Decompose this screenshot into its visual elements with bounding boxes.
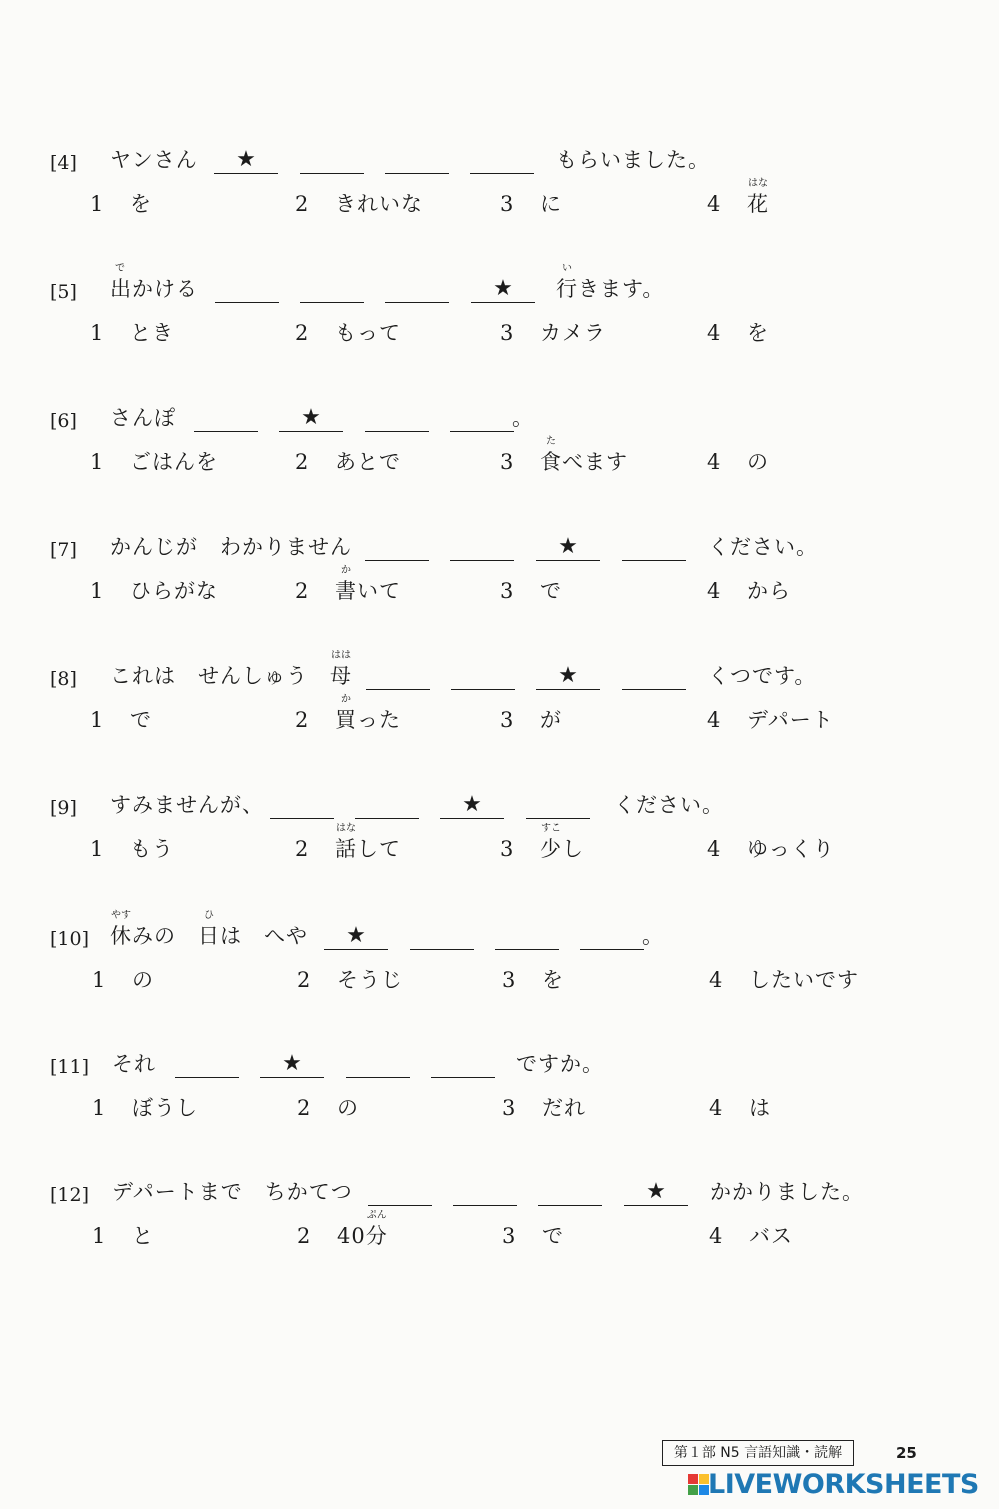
answer-blank-star[interactable]: ★ [536, 663, 600, 690]
answer-blank[interactable] [194, 405, 258, 432]
option-1[interactable]: 1 と [92, 1224, 154, 1248]
question-prefix: さんぽ [110, 406, 176, 430]
option-1[interactable]: 1 を [90, 192, 152, 216]
options-row [50, 694, 970, 734]
option-4[interactable]: 4 の [707, 450, 769, 474]
question-number: [5] [50, 281, 77, 303]
answer-blank[interactable] [453, 1179, 517, 1206]
option-4[interactable]: 4 ゆっくり [707, 837, 835, 861]
answer-blank[interactable] [495, 923, 559, 950]
options-row [50, 436, 970, 476]
answer-blank-star[interactable]: ★ [214, 147, 278, 174]
question-suffix: ください。 [708, 535, 818, 559]
option-3[interactable]: 3 に [500, 192, 562, 216]
answer-blank-star[interactable]: ★ [324, 923, 388, 950]
question-10 [50, 910, 970, 1008]
answer-blank[interactable] [300, 276, 364, 303]
answer-blank-star[interactable]: ★ [624, 1179, 688, 1206]
answer-blank[interactable] [450, 405, 514, 432]
options-row [50, 565, 970, 605]
kanji-with-furigana: すこ 少 [540, 823, 562, 861]
answer-blank[interactable] [175, 1051, 239, 1078]
option-1[interactable]: 1 で [90, 708, 152, 732]
question-line [50, 787, 970, 823]
kanji-with-furigana: か 買 [335, 694, 357, 732]
question-number: [7] [50, 539, 77, 561]
answer-blank[interactable] [215, 276, 279, 303]
option-2[interactable]: 2 あとで [295, 450, 401, 474]
option-1[interactable]: 1 もう [90, 837, 174, 861]
question-number: [6] [50, 410, 77, 432]
question-4 [50, 142, 970, 232]
option-2[interactable]: 2 か 買った [295, 694, 401, 732]
question-number: [8] [50, 668, 77, 690]
question-6 [50, 400, 970, 490]
kanji-with-furigana: はな 花 [747, 178, 769, 216]
option-4[interactable]: 4 は [709, 1096, 771, 1120]
question-number: [12] [50, 1184, 90, 1206]
option-4[interactable]: 4 デパート [707, 708, 834, 732]
answer-blank[interactable] [368, 1179, 432, 1206]
option-2[interactable]: 2 か 書いて [295, 565, 401, 603]
answer-blank[interactable] [622, 534, 686, 561]
option-2[interactable]: 2 きれいな [295, 192, 423, 216]
question-prefix: ヤンさん [110, 148, 198, 172]
option-4[interactable]: 4 はな 花 [707, 178, 769, 216]
option-3[interactable]: 3 カメラ [500, 321, 606, 345]
section-label: 第１部 N5 言語知識・読解 [662, 1440, 854, 1466]
question-line [50, 400, 970, 436]
question-prefix: すみませんが、 [110, 793, 264, 817]
option-3[interactable]: 3 た 食べます [500, 436, 628, 474]
question-suffix: かかりました。 [710, 1180, 864, 1204]
options-row [50, 962, 970, 994]
answer-blank[interactable] [300, 147, 364, 174]
option-4[interactable]: 4 を [707, 321, 769, 345]
question-suffix: もらいました。 [556, 148, 710, 172]
options-row [50, 1210, 970, 1250]
option-4[interactable]: 4 から [707, 579, 791, 603]
option-3[interactable]: 3 が [500, 708, 562, 732]
answer-blank[interactable] [450, 534, 514, 561]
answer-blank[interactable] [451, 663, 515, 690]
options-row [50, 823, 970, 863]
answer-blank-star[interactable]: ★ [260, 1051, 324, 1078]
kanji-with-furigana: た 食 [540, 436, 562, 474]
question-number: [11] [50, 1056, 90, 1078]
answer-blank[interactable] [580, 923, 644, 950]
question-number: [9] [50, 797, 77, 819]
liveworksheets-watermark [688, 1470, 990, 1500]
page-number: 25 [896, 1444, 917, 1462]
option-1[interactable]: 1 とき [90, 321, 174, 345]
question-number: [10] [50, 928, 90, 950]
answer-blank[interactable] [622, 663, 686, 690]
answer-blank[interactable] [385, 147, 449, 174]
option-3[interactable]: 3 で [502, 1224, 564, 1248]
option-3[interactable]: 3 すこ 少し [500, 823, 584, 861]
option-4[interactable]: 4 バス [709, 1224, 793, 1248]
option-2[interactable]: 2 はな 話して [295, 823, 401, 861]
question-9 [50, 787, 970, 877]
option-3[interactable]: 3 だれ [502, 1096, 586, 1120]
question-suffix: ください。 [614, 793, 724, 817]
question-prefix: これは せんしゅう はは 母 [110, 650, 352, 688]
question-line [50, 910, 970, 954]
question-suffix: くつです。 [708, 664, 817, 688]
question-suffix: ですか。 [516, 1052, 604, 1076]
question-5 [50, 263, 970, 361]
answer-blank[interactable] [385, 276, 449, 303]
answer-blank[interactable] [410, 923, 474, 950]
question-suffix: 。 [512, 406, 534, 430]
answer-blank[interactable] [365, 534, 429, 561]
brand-text: LIVEWORKSHEETS [708, 1469, 979, 1500]
answer-blank[interactable] [526, 792, 590, 819]
question-line [50, 142, 970, 178]
question-line [50, 529, 970, 565]
answer-blank[interactable] [470, 147, 534, 174]
question-8 [50, 650, 970, 748]
option-2[interactable]: 2 そうじ [297, 968, 403, 992]
option-2[interactable]: 2 の [297, 1096, 359, 1120]
option-3[interactable]: 3 を [502, 968, 564, 992]
question-line [50, 1174, 970, 1210]
question-prefix: それ [112, 1052, 156, 1076]
answer-blank-star[interactable]: ★ [440, 792, 504, 819]
option-2[interactable]: 2 40 ぷん 分 [297, 1210, 388, 1248]
answer-blank[interactable] [431, 1051, 495, 1078]
answer-blank-star[interactable]: ★ [279, 405, 343, 432]
question-number: [4] [50, 152, 77, 174]
option-1[interactable]: 1 ごはんを [90, 450, 218, 474]
option-1[interactable]: 1 ひらがな [90, 579, 218, 603]
question-prefix: やす 休みの ひ 日は へや [110, 910, 308, 948]
answer-blank-star[interactable]: ★ [471, 276, 535, 303]
option-1[interactable]: 1 の [92, 968, 154, 992]
question-7 [50, 529, 970, 619]
answer-blank[interactable] [346, 1051, 410, 1078]
option-2[interactable]: 2 もって [295, 321, 401, 345]
option-1[interactable]: 1 ぼうし [92, 1096, 198, 1120]
question-line [50, 650, 970, 694]
question-11 [50, 1046, 970, 1136]
question-prefix: デパートまで ちかてつ [112, 1180, 353, 1204]
option-3[interactable]: 3 で [500, 579, 562, 603]
answer-blank[interactable] [538, 1179, 602, 1206]
question-suffix: 。 [642, 924, 664, 948]
option-4[interactable]: 4 したいです [709, 968, 859, 992]
answer-blank-star[interactable]: ★ [536, 534, 600, 561]
answer-blank[interactable] [365, 405, 429, 432]
question-line [50, 1046, 970, 1082]
options-row [50, 1090, 970, 1122]
answer-blank[interactable] [366, 663, 430, 690]
question-line [50, 263, 970, 307]
question-12 [50, 1174, 970, 1264]
answer-blank[interactable] [270, 792, 334, 819]
options-row [50, 178, 970, 218]
options-row [50, 315, 970, 347]
answer-blank[interactable] [355, 792, 419, 819]
kanji-with-furigana: ぷん 分 [365, 1210, 388, 1248]
question-prefix: で 出かける [110, 263, 198, 301]
question-prefix: かんじが わかりません [110, 535, 352, 559]
kanji-with-furigana: はな 話 [335, 823, 357, 861]
question-suffix: い 行きます。 [556, 263, 665, 301]
kanji-with-furigana: か 書 [335, 565, 357, 603]
